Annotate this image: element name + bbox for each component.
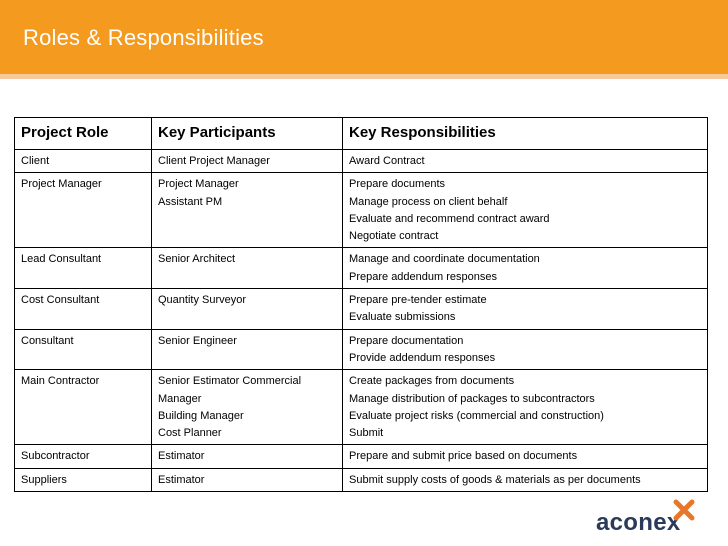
participant-item: Quantity Surveyor (158, 294, 247, 307)
responsibility-item: Award Contract (349, 155, 425, 167)
responsibility-item: Submit (349, 427, 384, 440)
cell-key-responsibilities (343, 445, 708, 468)
cell-key-participants (152, 445, 343, 468)
responsibility-item: Manage distribution of packages to subcontractors (349, 392, 595, 405)
cell-key-responsibilities (343, 370, 708, 445)
responsibility-item: Manage process on client behalf (349, 195, 508, 208)
responsibility-item: Manage and coordinate documentation (349, 253, 540, 266)
cell-key-responsibilities (343, 150, 708, 173)
cell-project-role: Main Contractor (15, 370, 152, 445)
responsibility-item: Prepare addendum responses (349, 270, 497, 283)
participant-item: Estimator (158, 450, 205, 463)
responsibility-item: Evaluate submissions (349, 311, 456, 324)
slide-title: Roles & Responsibilities (23, 25, 264, 50)
cell-key-responsibilities (343, 468, 708, 491)
cell-key-participants (152, 370, 343, 445)
slide-header (0, 0, 728, 74)
participant-item: Senior Engineer (158, 334, 237, 347)
cell-project-role: Suppliers (15, 468, 152, 491)
table-row (15, 150, 708, 173)
cell-key-responsibilities (343, 289, 708, 330)
responsibility-item: Negotiate contract (349, 230, 439, 243)
participant-item: Senior Architect (158, 253, 236, 266)
cell-key-responsibilities (343, 329, 708, 370)
cell-key-participants (152, 329, 343, 370)
aconex-logo-icon (672, 498, 696, 522)
cell-key-participants (152, 150, 343, 173)
cell-key-participants (152, 289, 343, 330)
participant-item: Project Manager (158, 178, 239, 191)
responsibility-item: Prepare documentation (349, 334, 464, 347)
logo-text: aconex (596, 509, 681, 536)
responsibility-item: Prepare and submit price based on documents (349, 450, 578, 463)
cell-project-role: Client (15, 150, 152, 173)
responsibility-item: Create packages from documents (349, 375, 515, 388)
cell-key-participants (152, 248, 343, 289)
table-row (15, 468, 708, 491)
table-header-row (15, 118, 708, 150)
logo-wordmark (596, 509, 681, 537)
responsibility-item: Evaluate project risks (commercial and construction) (349, 409, 604, 422)
table-row (15, 329, 708, 370)
participant-item: Building Manager (158, 409, 244, 422)
responsibility-item: Prepare pre-tender estimate (349, 294, 487, 307)
cell-project-role: Subcontractor (15, 445, 152, 468)
participant-item: Cost Planner (158, 427, 222, 440)
table-row (15, 173, 708, 248)
cell-key-responsibilities (343, 248, 708, 289)
table-row (15, 370, 708, 445)
cell-project-role: Project Manager (15, 173, 152, 248)
roles-table-body (15, 150, 708, 492)
cell-project-role: Lead Consultant (15, 248, 152, 289)
responsibility-item: Submit supply costs of goods & materials as per documents (349, 473, 641, 486)
table-row (15, 248, 708, 289)
cell-key-responsibilities (343, 173, 708, 248)
header-divider (0, 74, 728, 79)
participant-item: Estimator (158, 473, 205, 486)
cell-key-participants (152, 173, 343, 248)
cell-key-participants (152, 468, 343, 491)
participant-item: Senior Estimator Commercial Manager (158, 375, 302, 405)
column-header-key-participants: Key Participants (152, 118, 343, 150)
cell-project-role: Consultant (15, 329, 152, 370)
cell-project-role: Cost Consultant (15, 289, 152, 330)
table-row (15, 289, 708, 330)
table-row (15, 445, 708, 468)
participant-item: Assistant PM (158, 195, 223, 208)
responsibility-item: Prepare documents (349, 178, 445, 191)
aconex-logo (596, 497, 716, 541)
roles-table (14, 117, 708, 492)
responsibility-item: Provide addendum responses (349, 351, 496, 364)
column-header-key-responsibilities: Key Responsibilities (343, 118, 708, 150)
column-header-project-role: Project Role (15, 118, 152, 150)
participant-item: Client Project Manager (158, 155, 270, 167)
responsibility-item: Evaluate and recommend contract award (349, 212, 550, 225)
